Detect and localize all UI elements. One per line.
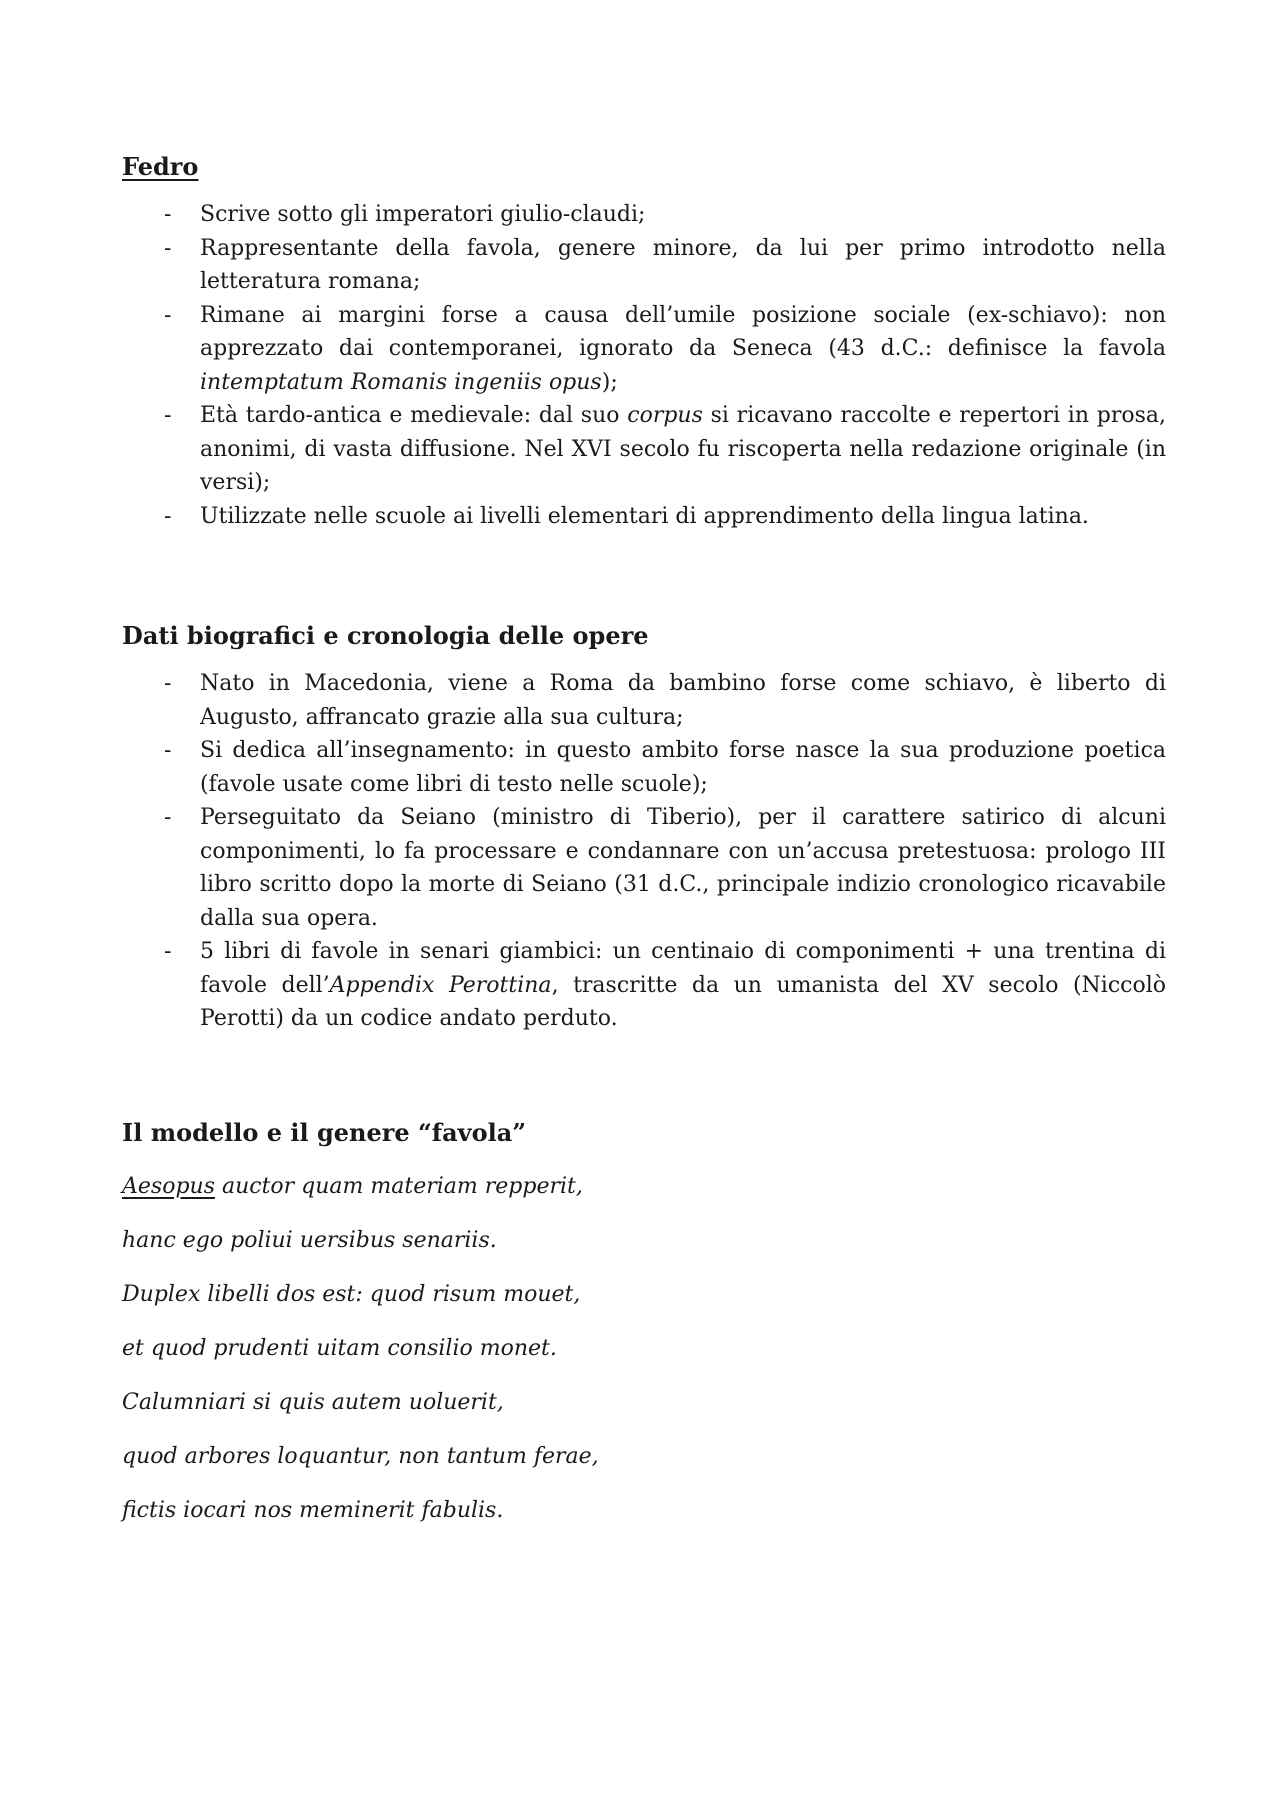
biografia-list: [122, 667, 1166, 1036]
dash-bullet: -: [164, 503, 172, 529]
fedro-list: [122, 198, 1166, 533]
list-item: - Rimane ai margini forse a causa dell’umile posizione sociale (ex-schiavo): non apprezzato dai contemporanei, ignorato da Seneca (43 d.C.: definisce la favola intemptatum Romanis ingeniis opus);: [122, 299, 1166, 400]
dash-bullet: -: [164, 403, 172, 428]
section-title-biografia: Dati biografici e cronologia delle opere: [122, 621, 649, 650]
underlined-word: Aesopus: [122, 1173, 215, 1199]
italic-phrase: corpus: [627, 403, 703, 428]
list-item: - Utilizzate nelle scuole ai livelli elementari di apprendimento della lingua latina.: [122, 500, 1166, 534]
verse-block: [122, 1170, 1166, 1528]
dash-bullet: -: [164, 939, 172, 964]
dash-bullet: -: [164, 235, 172, 261]
list-item: - 5 libri di favole in senari giambici: un centinaio di componimenti + una trentina di favole dell’Appendix Perottina, trascritte da un umanista del XV secolo (Niccolò Perotti) da un codice andato perduto.: [122, 935, 1166, 1036]
verse-line: Aesopus auctor quam materiam repperit,: [122, 1173, 583, 1199]
dash-bullet: -: [164, 671, 172, 696]
section-title-modello: Il modello e il genere “favola”: [122, 1117, 527, 1147]
document-page: [122, 150, 1166, 1548]
verse-line: quod arbores loquantur, non tantum ferae,: [122, 1443, 599, 1469]
verse-line: Duplex libelli dos est: quod risum mouet,: [122, 1281, 581, 1307]
verse-line: hanc ego poliui uersibus senariis.: [122, 1227, 497, 1253]
dash-bullet: -: [164, 738, 172, 763]
verse-line: et quod prudenti uitam consilio monet.: [122, 1335, 557, 1361]
list-item: - Si dedica all’insegnamento: in questo ambito forse nasce la sua produzione poetica (favole usate come libri di testo nelle scuole);: [122, 734, 1166, 801]
dash-bullet: -: [164, 302, 172, 328]
list-item: - Nato in Macedonia, viene a Roma da bambino forse come schiavo, è liberto di Augusto, affrancato grazie alla sua cultura;: [122, 667, 1166, 734]
list-item: - Rappresentante della favola, genere minore, da lui per primo introdotto nella letteratura romana;: [122, 232, 1166, 299]
dash-bullet: -: [164, 202, 172, 227]
italic-phrase: intemptatum Romanis ingeniis opus: [200, 369, 602, 395]
list-item: - Perseguitato da Seiano (ministro di Tiberio), per il carattere satirico di alcuni componimenti, lo fa processare e condannare con un’accusa pretestuosa: prologo III libro scritto dopo la morte di Seiano (31 d.C., principale indizio cronologico ricavabile dalla sua opera.: [122, 801, 1166, 935]
section-title-fedro: Fedro: [122, 152, 199, 181]
verse-line: fictis iocari nos meminerit fabulis.: [122, 1497, 504, 1523]
italic-phrase: Appendix Perottina: [329, 972, 552, 998]
list-item: - Età tardo-antica e medievale: dal suo corpus si ricavano raccolte e repertori in prosa, anonimi, di vasta diffusione. Nel XVI secolo fu riscoperta nella redazione originale (in versi);: [122, 399, 1166, 500]
list-item: - Scrive sotto gli imperatori giulio-claudi;: [122, 198, 1166, 232]
verse-line: Calumniari si quis autem uoluerit,: [122, 1389, 504, 1415]
dash-bullet: -: [164, 805, 172, 830]
